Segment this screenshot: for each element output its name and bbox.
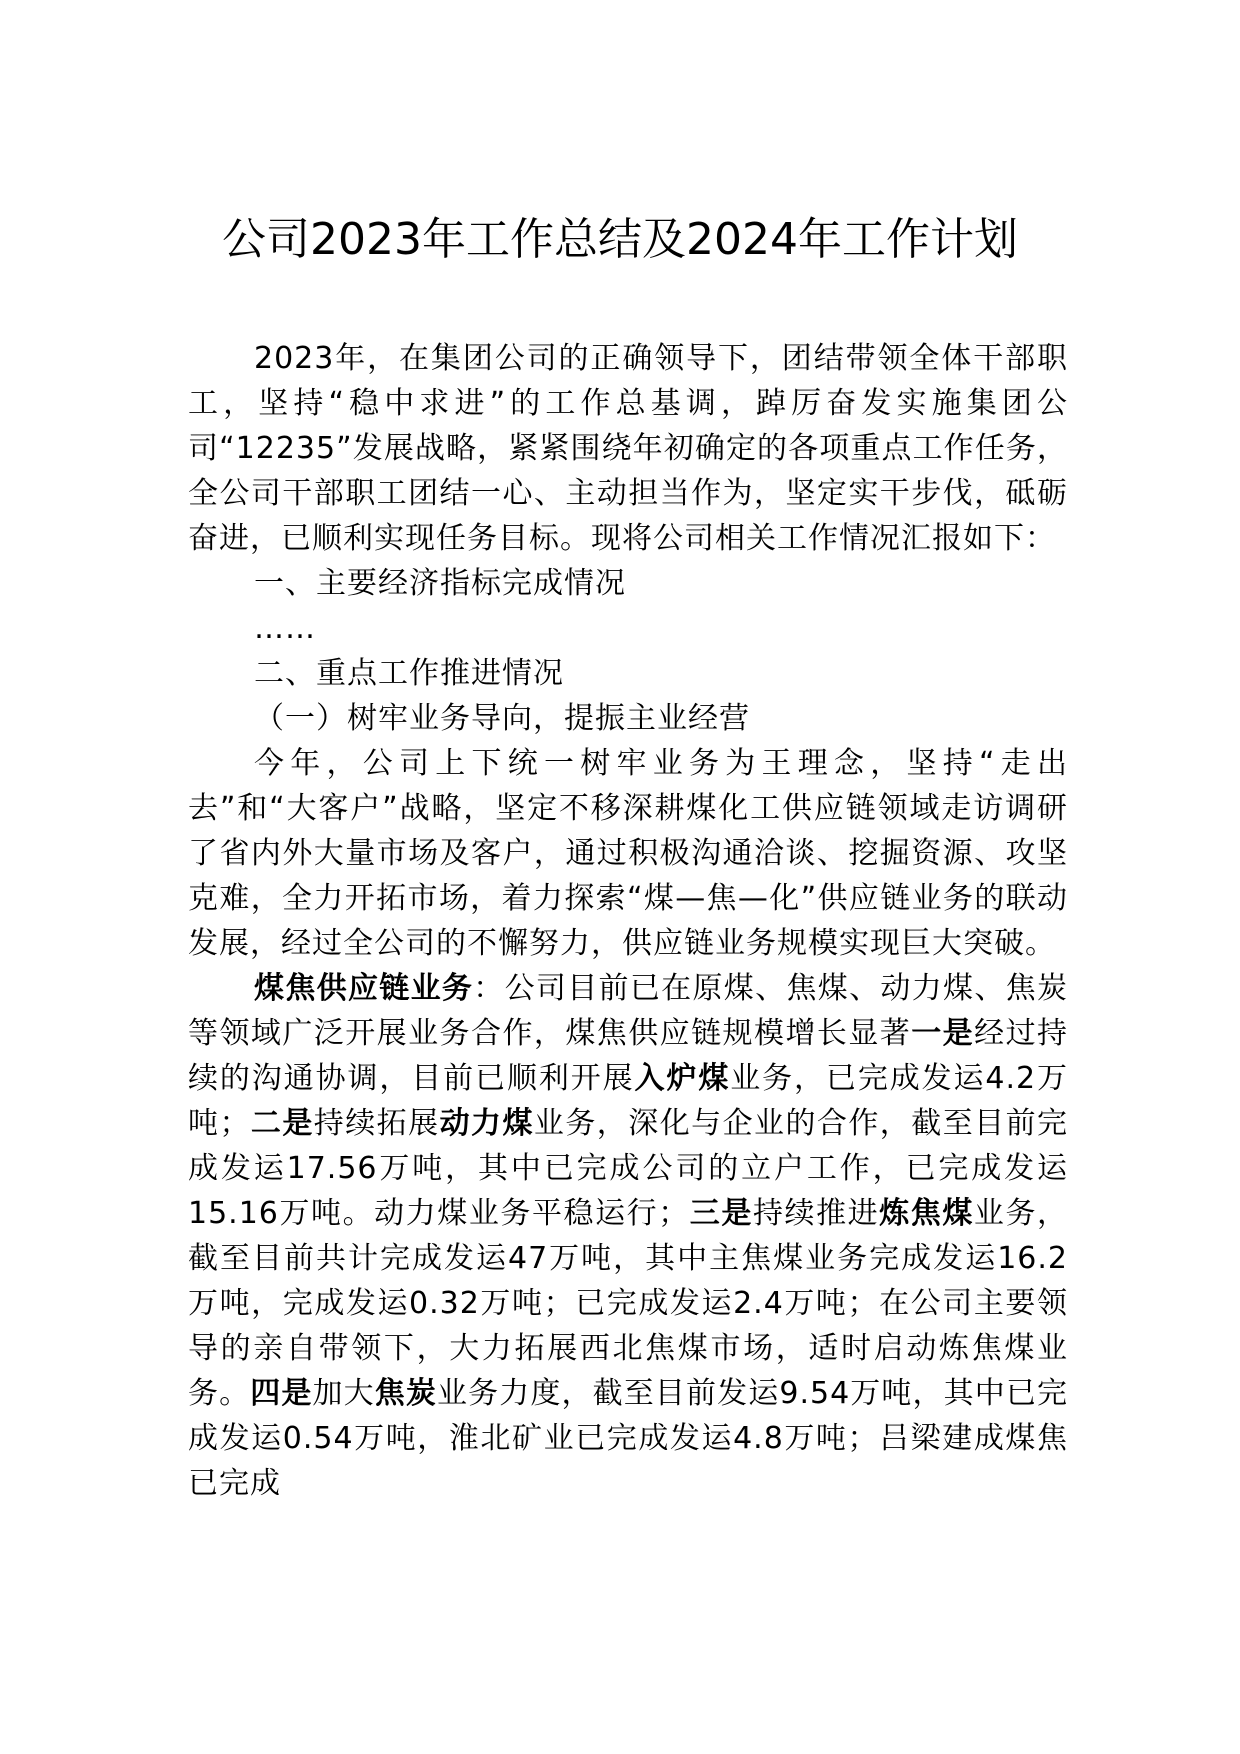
- document-title: 公司2023年工作总结及2024年工作计划: [222, 214, 1018, 265]
- coal-text-2: 经过持续的沟通协调，目前已顺利开展: [188, 1016, 1069, 1096]
- keyword-coking-coal: 炼焦煤: [879, 1196, 974, 1231]
- coal-coke-paragraph: [188, 966, 1068, 1506]
- subsection-paragraph-business: 今年，公司上下统一树牢业务为王理念，坚持“走出去”和“大客户”战略，坚定不移深耕煤化工供应链领域走访调研了省内外大量市场及客户，通过积极沟通洽谈、挖掘资源、攻坚克难，全力开拓市场，着力探索“煤—焦—化”供应链业务的联动发展，经过全公司的不懈努力，供应链业务规模实现巨大突破。: [188, 746, 1068, 961]
- coal-text-7: 业务，截至目前共计完成发运47万吨，其中主焦煤业务完成发运16.2万吨，完成发运0.32万吨；已完成发运2.4万吨；在公司主要领导的亲自带领下，大力拓展西北焦煤市场，适时启动炼焦煤业务。: [188, 1196, 1069, 1411]
- coal-text-1: ：公司目前已在原煤、焦煤、动力煤、焦炭等领域广泛开展业务合作，煤焦供应链规模增长显著: [188, 971, 1069, 1051]
- marker-four: 四是: [250, 1376, 313, 1411]
- coal-text-9: 业务力度，截至目前发运9.54万吨，其中已完成发运0.54万吨，淮北矿业已完成发运4.8万吨；吕梁建成煤焦已完成: [188, 1376, 1069, 1501]
- coal-text-3: 业务，已完成发运4.2万吨；: [188, 1061, 1069, 1141]
- coal-text-8: 加大: [312, 1376, 375, 1411]
- section-heading-economic-indicators: 一、主要经济指标完成情况: [254, 566, 626, 601]
- subsection-heading-business: （一）树牢业务导向，提振主业经营: [254, 701, 750, 736]
- coal-coke-lead: 煤焦供应链业务: [254, 971, 474, 1006]
- coal-text-4: 持续拓展: [313, 1106, 440, 1141]
- intro-paragraph: 2023年，在集团公司的正确领导下，团结带领全体干部职工，坚持“稳中求进”的工作总基调，踔厉奋发实施集团公司“12235”发展战略，紧紧围绕年初确定的各项重点工作任务，全公司干部职工团结一心、主动担当作为，坚定实干步伐，砥砺奋进，已顺利实现任务目标。现将公司相关工作情况汇报如下：: [188, 341, 1068, 556]
- marker-three: 三是: [689, 1196, 753, 1231]
- keyword-furnace-coal: 入炉煤: [634, 1061, 731, 1096]
- document-body: [188, 336, 1068, 1506]
- coal-text-6: 持续推进: [752, 1196, 880, 1231]
- section-heading-key-work: 二、重点工作推进情况: [254, 656, 564, 691]
- keyword-coke: 焦炭: [374, 1376, 437, 1411]
- marker-two: 二是: [250, 1106, 314, 1141]
- keyword-thermal-coal: 动力煤: [439, 1106, 534, 1141]
- coal-text-5: 业务，深化与企业的合作，截至目前完成发运17.56万吨，其中已完成公司的立户工作，已完成发运15.16万吨。动力煤业务平稳运行；: [188, 1106, 1069, 1231]
- ellipsis: ……: [254, 611, 316, 646]
- marker-one: 一是: [911, 1016, 975, 1051]
